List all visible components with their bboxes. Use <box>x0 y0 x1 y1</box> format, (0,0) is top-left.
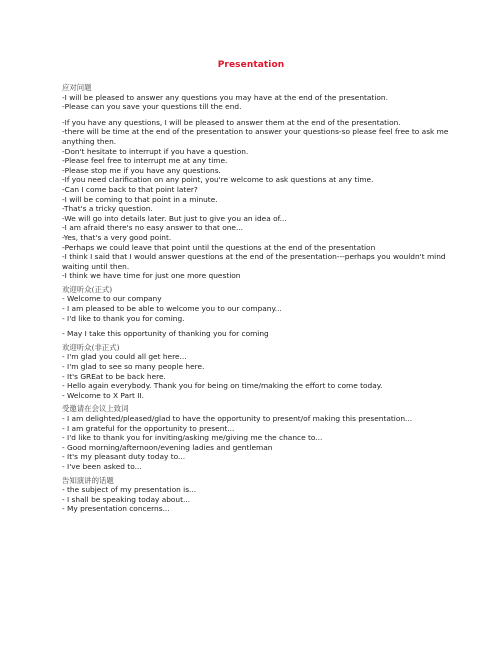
text-line: -Don't hesitate to interrupt if you have a question. <box>62 146 249 156</box>
section <box>62 83 462 281</box>
section-heading: 应对问题 <box>62 83 92 92</box>
text-line: - the subject of my presentation is... <box>62 485 197 495</box>
text-line: -If you have any questions, I will be pleased to answer them at the end of the presentation. <box>62 117 401 127</box>
section <box>62 476 462 514</box>
text-line: -That's a tricky question. <box>62 204 153 214</box>
text-line: - My presentation concerns... <box>62 504 170 514</box>
text-line: -I think we have time for just one more question <box>62 271 241 281</box>
text-line: -Perhaps we could leave that point until the questions at the end of the presentation <box>62 242 376 252</box>
text-line: - Welcome to X Part II. <box>62 390 144 400</box>
text-line: - Good morning/afternoon/evening ladies and gentleman <box>62 442 273 452</box>
text-line: -I think I said that I would answer questions at the end of the presentation---perhaps you wouldn't mind waiting until then. <box>62 252 448 271</box>
section-heading: 告知演讲的话题 <box>62 475 114 485</box>
text-line: -I am afraid there's no easy answer to that one... <box>62 223 244 233</box>
text-line: - May I take this opportunity of thanking you for coming <box>62 329 269 339</box>
section-heading: 欢迎听众(正式) <box>62 284 113 294</box>
text-line: -Yes, that's a very good point. <box>62 232 172 242</box>
text-line: - I am grateful for the opportunity to present... <box>62 423 235 433</box>
text-line: - I'd like to thank you for inviting/asking me/giving me the chance to... <box>62 433 323 443</box>
text-line: -there will be time at the end of the presentation to answer your questions-so please feel free to ask me anything then. <box>62 127 451 146</box>
document-title: Presentation <box>217 60 285 70</box>
text-line: -Please feel free to interrupt me at any time. <box>62 156 228 166</box>
text-line: - I am delighted/pleased/glad to have the opportunity to present/of making this presentation... <box>62 414 413 423</box>
text-line: - It's GREat to be back here. <box>62 371 166 381</box>
text-line: -I will be coming to that point in a minute. <box>62 194 218 204</box>
text-line: - I've been asked to... <box>62 461 142 471</box>
text-line: - I'd like to thank you for coming. <box>62 313 185 323</box>
text-line: - I'm glad you could all get here... <box>62 352 187 362</box>
section <box>62 285 462 339</box>
text-line: - Hello again everybody. Thank you for being on time/making the effort to come today. <box>62 381 383 391</box>
text-line: - It's my pleasant duty today to... <box>62 452 186 462</box>
text-line: - Welcome to our company <box>62 294 162 304</box>
text-line: -Please stop me if you have any questions. <box>62 165 221 175</box>
text-line: - I shall be speaking today about... <box>62 494 191 504</box>
section-heading: 欢迎听众(非正式) <box>62 342 120 352</box>
text-line: - I'm glad to see so many people here. <box>62 362 205 372</box>
text-line: -We will go into details later. But just to give you an idea of... <box>62 213 287 223</box>
section <box>62 343 462 401</box>
text-line: -Please can you save your questions till the end. <box>62 102 242 112</box>
text-line: -Can I come back to that point later? <box>62 184 198 194</box>
text-line: - I am pleased to be able to welcome you to our company... <box>62 304 282 314</box>
section <box>62 404 462 471</box>
document-body <box>62 83 462 518</box>
section-heading: 受邀请在会议上致词 <box>62 404 129 414</box>
text-line: -If you need clarification on any point, you're welcome to ask questions at any time. <box>62 175 374 185</box>
text-line: -I will be pleased to answer any questions you may have at the end of the presentation. <box>62 92 388 102</box>
